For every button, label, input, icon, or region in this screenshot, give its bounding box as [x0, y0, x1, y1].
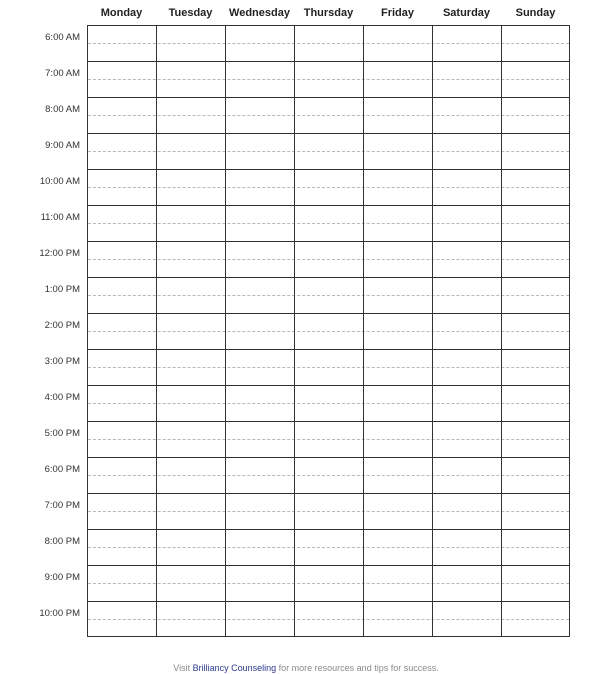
schedule-cell[interactable] [433, 278, 502, 314]
schedule-cell[interactable] [88, 422, 157, 458]
schedule-cell[interactable] [295, 530, 364, 566]
schedule-cell[interactable] [88, 566, 157, 602]
schedule-cell[interactable] [502, 134, 571, 170]
time-label: 9:00 PM [44, 572, 80, 583]
schedule-cell[interactable] [226, 602, 295, 638]
time-label: 3:00 PM [44, 356, 80, 367]
schedule-cell[interactable] [157, 494, 226, 530]
schedule-cell[interactable] [295, 350, 364, 386]
schedule-cell[interactable] [157, 602, 226, 638]
schedule-cell[interactable] [226, 206, 295, 242]
time-label: 6:00 AM [45, 32, 80, 43]
schedule-cell[interactable] [226, 494, 295, 530]
schedule-cell[interactable] [157, 206, 226, 242]
time-label: 12:00 PM [39, 248, 80, 259]
schedule-cell[interactable] [88, 314, 157, 350]
schedule-cell[interactable] [295, 458, 364, 494]
schedule-cell[interactable] [433, 170, 502, 206]
schedule-cell[interactable] [295, 26, 364, 62]
time-label: 5:00 PM [44, 428, 80, 439]
schedule-cell[interactable] [502, 206, 571, 242]
schedule-cell[interactable] [502, 386, 571, 422]
schedule-cell[interactable] [157, 62, 226, 98]
schedule-cell[interactable] [88, 206, 157, 242]
schedule-cell[interactable] [295, 386, 364, 422]
schedule-cell[interactable] [88, 278, 157, 314]
schedule-cell[interactable] [502, 494, 571, 530]
time-label: 6:00 PM [44, 464, 80, 475]
footer-prefix: Visit [173, 663, 193, 673]
schedule-cell[interactable] [433, 98, 502, 134]
schedule-cell[interactable] [295, 494, 364, 530]
schedule-cell[interactable] [364, 134, 433, 170]
schedule-cell[interactable] [157, 350, 226, 386]
time-label: 4:00 PM [44, 392, 80, 403]
schedule-cell[interactable] [502, 530, 571, 566]
schedule-cell[interactable] [364, 602, 433, 638]
schedule-cell[interactable] [88, 458, 157, 494]
schedule-cell[interactable] [295, 206, 364, 242]
schedule-cell[interactable] [364, 530, 433, 566]
schedule-cell[interactable] [364, 422, 433, 458]
day-header-wednesday: Wednesday [229, 7, 290, 19]
schedule-cell[interactable] [433, 602, 502, 638]
schedule-cell[interactable] [502, 26, 571, 62]
day-header-tuesday: Tuesday [168, 7, 213, 19]
schedule-cell[interactable] [364, 206, 433, 242]
schedule-cell[interactable] [295, 98, 364, 134]
schedule-cell[interactable] [502, 422, 571, 458]
schedule-cell[interactable] [364, 170, 433, 206]
schedule-cell[interactable] [364, 278, 433, 314]
schedule-cell[interactable] [433, 386, 502, 422]
schedule-cell[interactable] [295, 170, 364, 206]
day-header-thursday: Thursday [303, 7, 354, 19]
schedule-cell[interactable] [226, 98, 295, 134]
day-header-monday: Monday [100, 7, 143, 19]
schedule-cell[interactable] [226, 242, 295, 278]
schedule-cell[interactable] [295, 242, 364, 278]
schedule-grid [87, 25, 570, 637]
schedule-cell[interactable] [502, 62, 571, 98]
time-label: 10:00 PM [39, 608, 80, 619]
schedule-cell[interactable] [295, 62, 364, 98]
schedule-cell[interactable] [433, 314, 502, 350]
schedule-cell[interactable] [226, 422, 295, 458]
time-label: 7:00 AM [45, 68, 80, 79]
time-label: 8:00 AM [45, 104, 80, 115]
schedule-cell[interactable] [433, 350, 502, 386]
schedule-cell[interactable] [502, 170, 571, 206]
schedule-cell[interactable] [433, 530, 502, 566]
schedule-cell[interactable] [295, 314, 364, 350]
schedule-cell[interactable] [433, 566, 502, 602]
schedule-cell[interactable] [364, 26, 433, 62]
schedule-cell[interactable] [433, 422, 502, 458]
schedule-cell[interactable] [295, 602, 364, 638]
time-label: 10:00 AM [39, 176, 80, 187]
footer-note [0, 662, 612, 674]
time-label: 8:00 PM [44, 536, 80, 547]
schedule-cell[interactable] [502, 242, 571, 278]
schedule-cell[interactable] [502, 458, 571, 494]
schedule-cell[interactable] [295, 278, 364, 314]
schedule-cell[interactable] [88, 494, 157, 530]
footer-suffix: for more resources and tips for success. [276, 663, 439, 673]
schedule-cell[interactable] [295, 422, 364, 458]
schedule-cell[interactable] [433, 62, 502, 98]
schedule-cell[interactable] [157, 242, 226, 278]
brilliancy-counseling-link[interactable]: Brilliancy Counseling [192, 663, 277, 673]
schedule-cell[interactable] [226, 170, 295, 206]
schedule-cell[interactable] [364, 350, 433, 386]
time-label: 2:00 PM [44, 320, 80, 331]
schedule-cell[interactable] [502, 350, 571, 386]
schedule-cell[interactable] [226, 62, 295, 98]
schedule-cell[interactable] [226, 458, 295, 494]
schedule-cell[interactable] [157, 566, 226, 602]
day-header-sunday: Sunday [515, 7, 556, 19]
schedule-cell[interactable] [157, 26, 226, 62]
schedule-cell[interactable] [364, 242, 433, 278]
schedule-cell[interactable] [88, 386, 157, 422]
time-label: 11:00 AM [40, 212, 80, 223]
schedule-cell[interactable] [364, 566, 433, 602]
schedule-cell[interactable] [157, 170, 226, 206]
schedule-cell[interactable] [88, 98, 157, 134]
schedule-cell[interactable] [88, 602, 157, 638]
schedule-cell[interactable] [295, 566, 364, 602]
schedule-cell[interactable] [226, 386, 295, 422]
schedule-cell[interactable] [88, 170, 157, 206]
schedule-cell[interactable] [226, 314, 295, 350]
schedule-cell[interactable] [433, 206, 502, 242]
schedule-cell[interactable] [157, 134, 226, 170]
time-label: 9:00 AM [45, 140, 80, 151]
schedule-cell[interactable] [433, 134, 502, 170]
schedule-cell[interactable] [433, 494, 502, 530]
schedule-cell[interactable] [226, 530, 295, 566]
day-header-saturday: Saturday [442, 7, 491, 19]
schedule-cell[interactable] [88, 350, 157, 386]
schedule-cell[interactable] [502, 278, 571, 314]
schedule-cell[interactable] [433, 26, 502, 62]
schedule-cell[interactable] [226, 278, 295, 314]
schedule-cell[interactable] [226, 134, 295, 170]
schedule-cell[interactable] [364, 62, 433, 98]
schedule-cell[interactable] [88, 62, 157, 98]
schedule-cell[interactable] [157, 386, 226, 422]
schedule-cell[interactable] [364, 458, 433, 494]
time-label: 7:00 PM [44, 500, 80, 511]
schedule-cell[interactable] [433, 242, 502, 278]
schedule-cell[interactable] [364, 386, 433, 422]
schedule-cell[interactable] [88, 134, 157, 170]
schedule-cell[interactable] [433, 458, 502, 494]
schedule-cell[interactable] [157, 422, 226, 458]
schedule-cell[interactable] [364, 494, 433, 530]
schedule-cell[interactable] [295, 134, 364, 170]
schedule-cell[interactable] [502, 566, 571, 602]
schedule-cell[interactable] [88, 26, 157, 62]
schedule-cell[interactable] [226, 350, 295, 386]
schedule-cell[interactable] [157, 458, 226, 494]
schedule-cell[interactable] [502, 602, 571, 638]
schedule-cell[interactable] [226, 26, 295, 62]
schedule-cell[interactable] [502, 98, 571, 134]
time-label: 1:00 PM [44, 284, 80, 295]
schedule-cell[interactable] [157, 278, 226, 314]
schedule-cell[interactable] [364, 314, 433, 350]
day-header-friday: Friday [380, 7, 414, 19]
schedule-cell[interactable] [88, 242, 157, 278]
schedule-cell[interactable] [157, 314, 226, 350]
schedule-cell[interactable] [157, 98, 226, 134]
schedule-cell[interactable] [88, 530, 157, 566]
schedule-cell[interactable] [157, 530, 226, 566]
schedule-cell[interactable] [502, 314, 571, 350]
schedule-cell[interactable] [226, 566, 295, 602]
schedule-cell[interactable] [364, 98, 433, 134]
